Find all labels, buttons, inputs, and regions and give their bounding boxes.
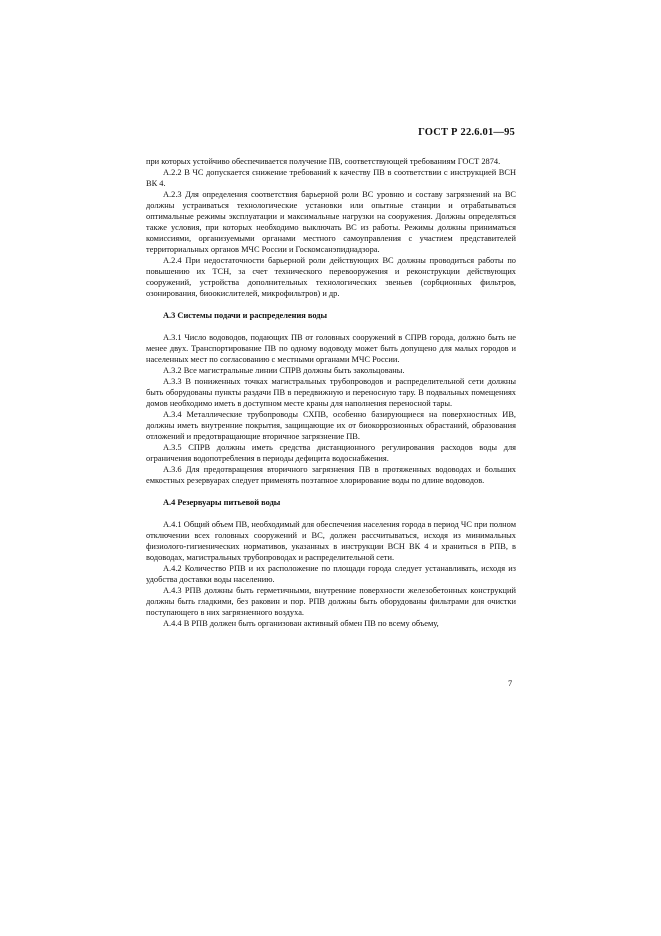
paragraph-a-4-2: А.4.2 Количество РПВ и их расположение по площади города следует устанавливать, исходя из удобства доставки воды населению.	[146, 564, 516, 584]
paragraph-a-3-6: А.3.6 Для предотвращения вторичного загрязнения ПВ в протяженных водоводах и больших емкостных резервуарах следует применять поэтапное хлорирование воды по длине водоводов.	[146, 465, 516, 485]
paragraph-a-3-4: А.3.4 Металлические трубопроводы СХПВ, особенно базирующиеся на поверхностных ИВ, должны иметь внутренние покрытия, защищающие их от биокоррозионных обрастаний, образования отложений и предотвращающие вторичное загрязнение ПВ.	[146, 410, 516, 441]
paragraph-a-2-3: А.2.3 Для определения соответствия барьерной роли ВС уровню и составу загрязнений на ВС должны устраиваться технологические установки или опытные станции и отрабатываться оптимальные режимы эксплуатации и максимальные нагрузки на сооружения. Должны определяться также условия, при которых необходимо выключать ВС из работы. Режимы должны приниматься комиссиями, организуемыми органами местного самоуправления с участием представителей территориальных органов МЧС России и Госкомсанэпиднадзора.	[146, 190, 516, 254]
paragraph-a-2-2: А.2.2 В ЧС допускается снижение требований к качеству ПВ в соответствии с инструкцией ВСН ВК 4.	[146, 168, 516, 188]
paragraph-a-2-4: А.2.4 При недостаточности барьерной роли действующих ВС должны проводиться работы по повышению их ТСН, за счет технического перевооружения и реконструкции действующих сооружений, устройства дополнительных технологических звеньев (сорбционных фильтров, озонирования, биоокислителей, микрофильтров) и др.	[146, 256, 516, 298]
section-heading-a-4: А.4 Резервуары питьевой воды	[163, 498, 281, 507]
paragraph-continuation: при которых устойчиво обеспечивается получение ПВ, соответствующей требованиям ГОСТ 2874.	[146, 157, 501, 166]
page-body	[146, 156, 516, 629]
paragraph-a-3-2: А.3.2 Все магистральные линии СПРВ должны быть закольцованы.	[163, 366, 405, 375]
paragraph-a-3-5: А.3.5 СПРВ должны иметь средства дистанционного регулирования расходов воды для ограничения водопотребления в периоды дефицита водоснабжения.	[146, 443, 516, 463]
paragraph-a-4-3: А.4.3 РПВ должны быть герметичными, внутренние поверхности железобетонных конструкций должны быть гладкими, без раковин и пор. РПВ должны быть оборудованы фильтрами для очистки поступающего в них загрязненного воздуха.	[146, 586, 516, 617]
page-number: 7	[508, 679, 513, 688]
section-heading-a-3: А.3 Системы подачи и распределения воды	[163, 311, 328, 320]
paragraph-a-3-1: А.3.1 Число водоводов, подающих ПВ от головных сооружений в СПРВ города, должно быть не менее двух. Транспортирование ПВ по одному водоводу может быть допущено для малых городов и населенных мест по согласованию с местными органами МЧС России.	[146, 333, 516, 364]
paragraph-a-3-3: А.3.3 В пониженных точках магистральных трубопроводов и распределительной сети должны быть оборудованы пункты раздачи ПВ в передвижную и переносную тару. В подвальных помещениях домов необходимо иметь в доступном месте краны для наполнения переносной тары.	[146, 377, 516, 408]
paragraph-a-4-1: А.4.1 Общий объем ПВ, необходимый для обеспечения населения города в период ЧС при полном отключении всех головных сооружений и ВС, должен рассчитываться, исходя из минимальных физиолого-гигиенических нормативов, указанных в инструкции ВСН ВК 4 и храниться в РПВ, в водоводах, магистральных трубопроводах и распределительной сети.	[146, 520, 516, 562]
paragraph-a-4-4: А.4.4 В РПВ должен быть организован активный обмен ПВ по всему объему,	[163, 619, 439, 628]
document-header-standard-id: ГОСТ Р 22.6.01—95	[418, 127, 515, 138]
